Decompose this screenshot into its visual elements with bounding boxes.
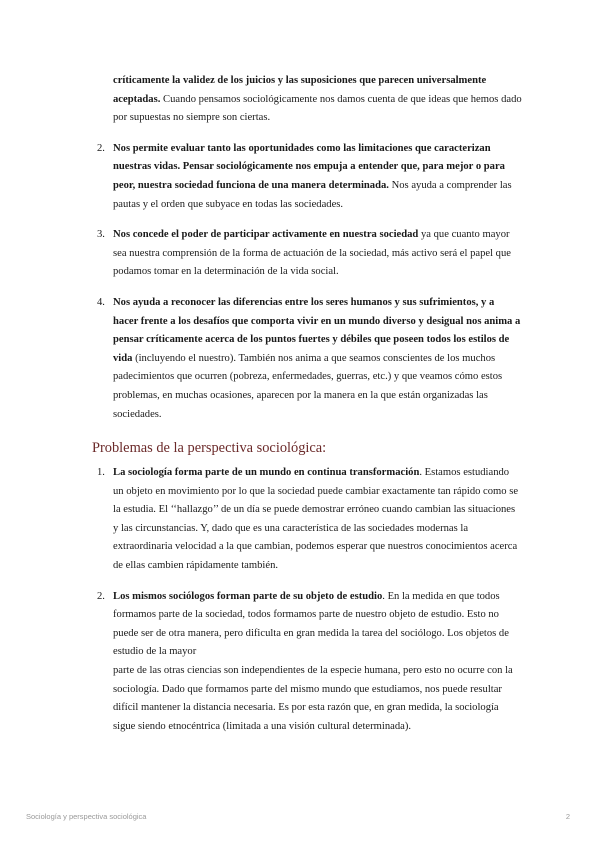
- item-text: . En la medida en que todos formamos parte de la sociedad, todos formamos parte de nuestro objeto de estudio. Esto no puede ser de otra manera, pero dificulta en gran medida la tarea del sociólogo. Los objetos de estudio de la mayor: [113, 590, 509, 658]
- list-item: [92, 464, 522, 576]
- item-bold-text: La sociología forma parte de un mundo en continua transformación: [113, 467, 420, 479]
- benefits-list: [92, 72, 522, 424]
- item-number: 1.: [97, 467, 105, 479]
- list-item: [92, 588, 522, 737]
- item-number: 3.: [97, 229, 105, 241]
- footer-title: Sociología y perspectiva sociológica: [26, 812, 147, 821]
- item-number: 2.: [97, 142, 105, 154]
- item-text: (incluyendo el nuestro). También nos anima a que seamos conscientes de los muchos padecimientos que ocurren (pobreza, enfermedades, guerras, etc.) y que veamos cómo estos problemas, en muchas ocasiones, aparecen por la manera en la que están organizadas las sociedades.: [113, 352, 503, 420]
- page-number: 2: [565, 812, 570, 821]
- item-text-continued: parte de las otras ciencias son independientes de la especie humana, pero esto no ocurre con la sociología. Dado que formamos parte del mismo mundo que estudiamos, nos puede resultar difícil mantener la distancia necesaria. Es por esta razón que, en gran medida, la sociología sigue siendo etnocéntrica (limitada a una visión cultural determinada).: [113, 665, 513, 732]
- section-heading: Problemas de la perspectiva sociológica:: [92, 440, 327, 457]
- problems-list: [92, 464, 522, 736]
- item-text: ya que cuanto mayor sea nuestra comprensión de la forma de actuación de la sociedad, más activo será el papel que podamos tomar en la determinación de la vida social.: [113, 229, 511, 278]
- list-item: [92, 140, 522, 214]
- item-bold-text: Nos concede el poder de participar activamente en nuestra sociedad: [113, 229, 419, 241]
- item-bold-text: Nos permite evaluar tanto las oportunidades como las limitaciones que caracterizan nuestras vidas. Pensar sociológicamente nos empuja a entender que, para mejor o para peor, nuestra sociedad funciona de una manera determinada.: [113, 142, 505, 191]
- item-bold-text: críticamente la validez de los juicios y las suposiciones que parecen universalmente aceptadas.: [113, 75, 487, 105]
- item-text: Cuando pensamos sociológicamente nos damos cuenta de que ideas que hemos dado por supuestas no siempre son ciertas.: [113, 93, 522, 124]
- item-text: . Estamos estudiando un objeto en movimiento por lo que la sociedad puede cambiar exactamente tan rápido como se la estudia. El ‘‘hallazgo’’ de un día se puede demostrar erróneo cuando cambian las situaciones y las circunstancias. Y, dado que es una característica de las sociedades modernas la extraordinaria velocidad a la que cambian, podemos esperar que nuestros conocimientos acerca de ellas cambien rápidamente también.: [113, 467, 519, 572]
- page-content: [92, 72, 522, 736]
- item-number: 4.: [97, 296, 105, 308]
- list-item: [92, 72, 522, 128]
- item-bold-text: Nos ayuda a reconocer las diferencias entre los seres humanos y sus sufrimientos, y a hacer frente a los desafíos que comporta vivir en un mundo diverso y desigual nos anima a pensar críticamente acerca de los puntos fuertes y débiles que poseen todos los estilos de vida: [113, 296, 521, 364]
- list-item: [92, 226, 522, 282]
- item-number: 2.: [97, 590, 105, 602]
- list-item: [92, 294, 522, 424]
- item-text: Nos ayuda a comprender las pautas y el orden que subyace en todas las sociedades.: [113, 179, 512, 210]
- item-bold-text: Los mismos sociólogos forman parte de su objeto de estudio: [113, 590, 383, 602]
